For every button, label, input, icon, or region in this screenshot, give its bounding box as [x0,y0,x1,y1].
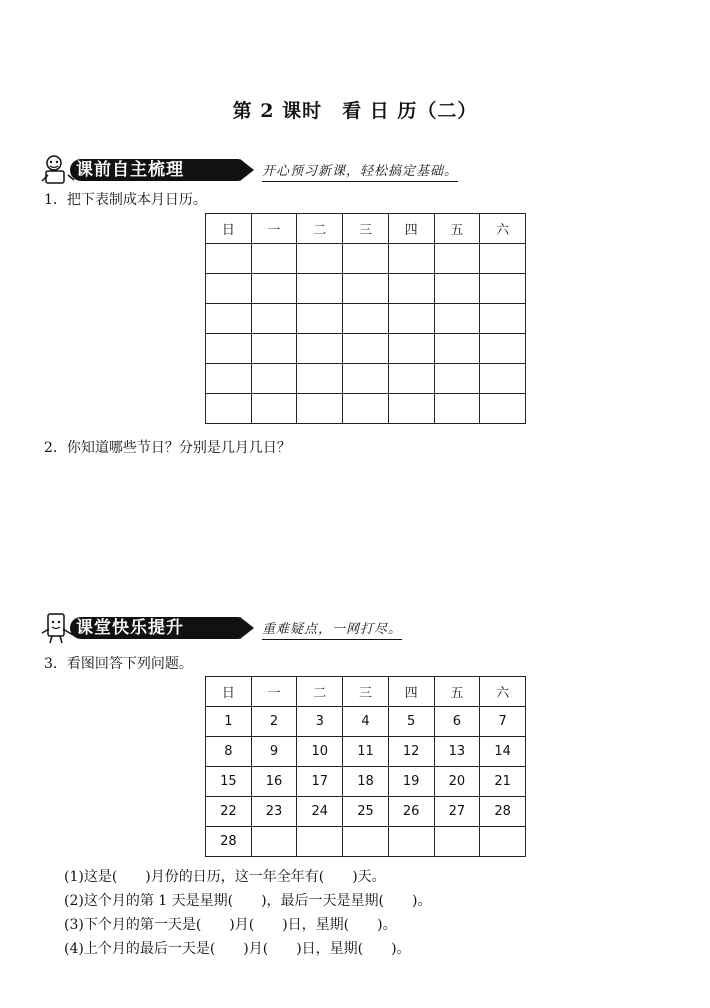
calendar-day-cell: 13 [434,737,480,767]
weekday-header-cell: 三 [343,214,389,244]
calendar-day-cell: 28 [206,827,252,857]
calendar-day-cell [388,394,434,424]
blank-calendar-table [205,213,526,424]
calendar-day-cell [480,304,526,334]
calendar-day-cell [388,244,434,274]
calendar-day-cell [206,244,252,274]
calendar-day-cell [297,244,343,274]
calendar-day-cell: 3 [297,707,343,737]
banner-arrow [240,159,254,181]
section-label: 课前自主梳理 [70,159,242,181]
calendar-week-row [206,394,526,424]
section-banner-practice [40,611,440,645]
calendar-day-cell: 8 [206,737,252,767]
weekday-header-cell: 六 [480,214,526,244]
calendar-day-cell: 27 [434,797,480,827]
weekday-header-cell: 一 [251,677,297,707]
calendar-day-cell [251,827,297,857]
calendar-week-row [206,334,526,364]
section-label: 课堂快乐提升 [70,617,242,639]
weekday-header-cell: 二 [297,677,343,707]
calendar-day-cell [480,364,526,394]
calendar-day-cell [343,274,389,304]
calendar-day-cell [434,364,480,394]
calendar-day-cell [343,364,389,394]
calendar-week-row [206,364,526,394]
calendar-day-cell [251,334,297,364]
sub-question-4: (4)上个月的最后一天是( )月( )日，星期( )。 [64,941,411,957]
calendar-day-cell: 6 [434,707,480,737]
section-banner-preview [40,153,459,187]
calendar-day-cell [206,334,252,364]
calendar-day-cell: 19 [388,767,434,797]
calendar-day-cell [388,334,434,364]
calendar-day-cell: 22 [206,797,252,827]
calendar-day-cell: 24 [297,797,343,827]
calendar-day-cell: 9 [251,737,297,767]
sub-question-3: (3)下个月的第一天是( )月( )日，星期( )。 [64,917,397,933]
weekday-header-row [206,214,526,244]
calendar-day-cell [434,244,480,274]
calendar-week-row [206,827,526,857]
calendar-day-cell [343,394,389,424]
calendar-week-row [206,244,526,274]
calendar-day-cell [297,827,343,857]
calendar-day-cell [434,334,480,364]
calendar-day-cell: 15 [206,767,252,797]
section-slogan: 重难疑点，一网打尽。 [262,618,402,640]
calendar-day-cell: 14 [480,737,526,767]
weekday-header-cell: 六 [480,677,526,707]
calendar-day-cell [480,244,526,274]
calendar-day-cell: 11 [343,737,389,767]
calendar-day-cell [480,334,526,364]
calendar-day-cell [297,334,343,364]
calendar-day-cell [388,304,434,334]
calendar-day-cell: 4 [343,707,389,737]
calendar-day-cell [343,244,389,274]
calendar-day-cell [297,304,343,334]
calendar-day-cell [251,244,297,274]
weekday-header-cell: 一 [251,214,297,244]
calendar-day-cell: 10 [297,737,343,767]
calendar-day-cell: 7 [480,707,526,737]
calendar-day-cell [434,394,480,424]
calendar-day-cell [343,304,389,334]
calendar-week-row [206,797,526,827]
weekday-header-cell: 日 [206,677,252,707]
calendar-day-cell [434,827,480,857]
calendar-day-cell [388,274,434,304]
calendar-day-cell [480,827,526,857]
weekday-header-row [206,677,526,707]
calendar-week-row [206,737,526,767]
calendar-day-cell [251,274,297,304]
section-slogan: 开心预习新课，轻松搞定基础。 [262,160,458,182]
weekday-header-cell: 五 [434,214,480,244]
weekday-header-cell: 五 [434,677,480,707]
calendar-day-cell [206,394,252,424]
calendar-day-cell [434,304,480,334]
calendar-day-cell [251,304,297,334]
calendar-week-row [206,707,526,737]
question-1: 1．把下表制成本月日历。 [44,192,207,208]
calendar-day-cell: 28 [480,797,526,827]
calendar-day-cell: 16 [251,767,297,797]
calendar-day-cell [343,827,389,857]
calendar-day-cell [206,274,252,304]
weekday-header-cell: 四 [388,677,434,707]
question-3: 3．看图回答下列问题。 [44,656,193,672]
calendar-day-cell [388,364,434,394]
calendar-day-cell [343,334,389,364]
page-title: 第 2 课时 看 日 历（二） [232,100,478,122]
calendar-day-cell [206,364,252,394]
calendar-day-cell: 23 [251,797,297,827]
calendar-day-cell: 5 [388,707,434,737]
calendar-day-cell [206,304,252,334]
calendar-week-row [206,274,526,304]
calendar-day-cell: 25 [343,797,389,827]
calendar-day-cell [480,394,526,424]
calendar-day-cell: 12 [388,737,434,767]
month-calendar-table [205,676,526,857]
weekday-header-cell: 四 [388,214,434,244]
calendar-week-row [206,304,526,334]
sub-question-2: (2)这个月的第 1 天是星期( )，最后一天是星期( )。 [64,893,432,909]
calendar-day-cell [297,364,343,394]
calendar-day-cell: 26 [388,797,434,827]
question-2: 2．你知道哪些节日？分别是几月几日？ [44,440,291,456]
calendar-day-cell: 17 [297,767,343,797]
calendar-day-cell [251,364,297,394]
weekday-header-cell: 三 [343,677,389,707]
calendar-day-cell [388,827,434,857]
weekday-header-cell: 二 [297,214,343,244]
weekday-header-cell: 日 [206,214,252,244]
calendar-day-cell [251,394,297,424]
calendar-day-cell: 20 [434,767,480,797]
calendar-day-cell: 1 [206,707,252,737]
calendar-day-cell [297,274,343,304]
calendar-day-cell [480,274,526,304]
sub-question-1: (1)这是( )月份的日历，这一年全年有( )天。 [64,869,386,885]
calendar-day-cell: 2 [251,707,297,737]
calendar-day-cell: 21 [480,767,526,797]
calendar-day-cell: 18 [343,767,389,797]
calendar-week-row [206,767,526,797]
banner-arrow [240,617,254,639]
calendar-day-cell [434,274,480,304]
calendar-day-cell [297,394,343,424]
